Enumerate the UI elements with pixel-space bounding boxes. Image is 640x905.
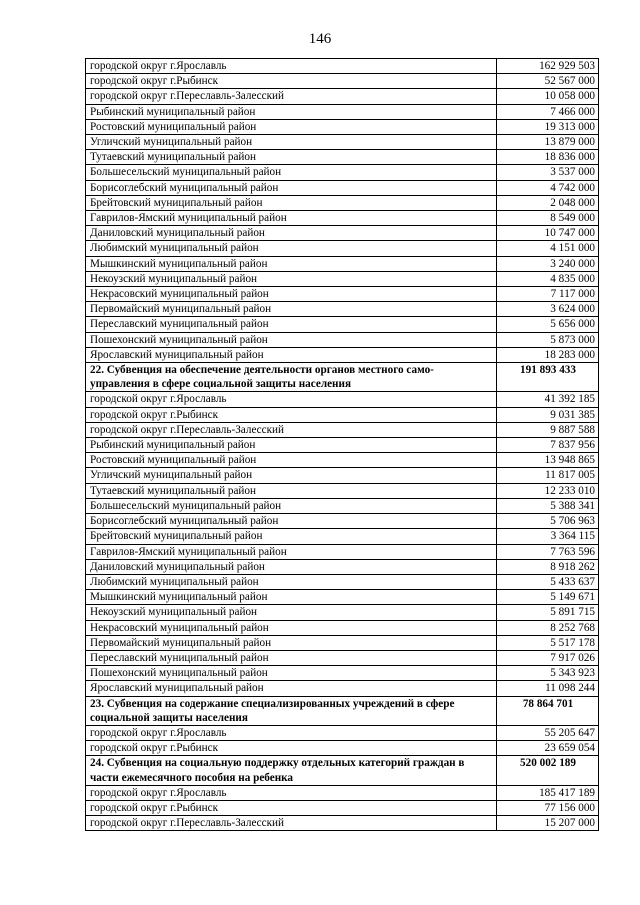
table-row <box>86 635 599 650</box>
municipality-name: Пошехонский муниципальный район <box>86 332 497 347</box>
municipality-name: Борисоглебский муниципальный район <box>86 514 497 529</box>
municipality-name: Любимский муниципальный район <box>86 574 497 589</box>
amount-value: 5 433 637 <box>497 574 599 589</box>
table-row <box>86 407 599 422</box>
municipality-name: Брейтовский муниципальный район <box>86 195 497 210</box>
municipality-name: Борисоглебский муниципальный район <box>86 180 497 195</box>
table-row <box>86 544 599 559</box>
municipality-name: Некрасовский муниципальный район <box>86 287 497 302</box>
municipality-name: Пошехонский муниципальный район <box>86 666 497 681</box>
amount-value: 8 549 000 <box>497 211 599 226</box>
table-row <box>86 620 599 635</box>
table-row <box>86 590 599 605</box>
table-row <box>86 135 599 150</box>
section-header-row <box>86 363 599 392</box>
table-row <box>86 89 599 104</box>
table-row <box>86 195 599 210</box>
table-row <box>86 725 599 740</box>
municipality-name: Переславский муниципальный район <box>86 650 497 665</box>
table-row <box>86 211 599 226</box>
amount-value: 7 466 000 <box>497 104 599 119</box>
municipality-name: Тутаевский муниципальный район <box>86 150 497 165</box>
amount-value: 23 659 054 <box>497 741 599 756</box>
municipality-name: Первомайский муниципальный район <box>86 635 497 650</box>
amount-value: 2 048 000 <box>497 195 599 210</box>
municipality-name: городской округ г.Рыбинск <box>86 800 497 815</box>
municipality-name: Некоузский муниципальный район <box>86 271 497 286</box>
amount-value: 5 343 923 <box>497 666 599 681</box>
municipality-name: городской округ г.Ярославль <box>86 725 497 740</box>
table-row <box>86 165 599 180</box>
amount-value: 3 624 000 <box>497 302 599 317</box>
municipality-name: городской округ г.Ярославль <box>86 785 497 800</box>
section-header-row <box>86 696 599 725</box>
municipality-name: Ярославский муниципальный район <box>86 347 497 362</box>
amount-value: 13 879 000 <box>497 135 599 150</box>
amount-value: 8 252 768 <box>497 620 599 635</box>
table-row <box>86 332 599 347</box>
municipality-name: городской округ г.Ярославль <box>86 392 497 407</box>
municipality-name: городской округ г.Ярославль <box>86 59 497 74</box>
municipality-name: Мышкинский муниципальный район <box>86 590 497 605</box>
table-row <box>86 422 599 437</box>
municipality-name: Некрасовский муниципальный район <box>86 620 497 635</box>
municipality-name: Некоузский муниципальный район <box>86 605 497 620</box>
table-row <box>86 226 599 241</box>
section-header-row <box>86 756 599 785</box>
amount-value: 11 817 005 <box>497 468 599 483</box>
section-title: 23. Субвенция на содержание специализированных учреждений в сфере социальной защиты населения <box>86 696 497 725</box>
municipality-name: Ростовский муниципальный район <box>86 453 497 468</box>
table-row <box>86 392 599 407</box>
municipality-name: Угличский муниципальный район <box>86 135 497 150</box>
amount-value: 5 656 000 <box>497 317 599 332</box>
page-number: 146 <box>308 31 332 47</box>
amount-value: 4 151 000 <box>497 241 599 256</box>
table-row <box>86 529 599 544</box>
table-row <box>86 741 599 756</box>
table-row <box>86 347 599 362</box>
table-row <box>86 180 599 195</box>
table-row <box>86 483 599 498</box>
municipality-name: городской округ г.Рыбинск <box>86 741 497 756</box>
amount-value: 7 117 000 <box>497 287 599 302</box>
amount-value: 18 283 000 <box>497 347 599 362</box>
amount-value: 11 098 244 <box>497 681 599 696</box>
municipality-name: Даниловский муниципальный район <box>86 559 497 574</box>
section-title: 24. Субвенция на социальную поддержку отдельных категорий граждан в части ежемесячного пособия на ребенка <box>86 756 497 785</box>
municipality-name: городской округ г.Переславль-Залесский <box>86 816 497 831</box>
amount-value: 12 233 010 <box>497 483 599 498</box>
municipality-name: Любимский муниципальный район <box>86 241 497 256</box>
municipality-name: городской округ г.Переславль-Залесский <box>86 89 497 104</box>
table-row <box>86 650 599 665</box>
amount-value: 5 706 963 <box>497 514 599 529</box>
municipality-name: Первомайский муниципальный район <box>86 302 497 317</box>
amount-value: 5 388 341 <box>497 498 599 513</box>
table-row <box>86 119 599 134</box>
municipality-name: городской округ г.Переславль-Залесский <box>86 422 497 437</box>
amount-value: 7 837 956 <box>497 438 599 453</box>
municipality-name: Угличский муниципальный район <box>86 468 497 483</box>
table-row <box>86 104 599 119</box>
amount-value: 5 149 671 <box>497 590 599 605</box>
amount-value: 185 417 189 <box>497 785 599 800</box>
amount-value: 5 873 000 <box>497 332 599 347</box>
table-row <box>86 498 599 513</box>
table-row <box>86 271 599 286</box>
section-total: 191 893 433 <box>497 363 599 392</box>
amount-value: 3 364 115 <box>497 529 599 544</box>
table-row <box>86 317 599 332</box>
municipality-name: Большесельский муниципальный район <box>86 165 497 180</box>
amount-value: 3 537 000 <box>497 165 599 180</box>
municipality-name: Мышкинский муниципальный район <box>86 256 497 271</box>
table-row <box>86 514 599 529</box>
municipality-name: Гаврилов-Ямский муниципальный район <box>86 211 497 226</box>
table-row <box>86 468 599 483</box>
amount-value: 162 929 503 <box>497 59 599 74</box>
amount-value: 9 031 385 <box>497 407 599 422</box>
amount-value: 3 240 000 <box>497 256 599 271</box>
municipality-name: городской округ г.Рыбинск <box>86 407 497 422</box>
municipality-name: Брейтовский муниципальный район <box>86 529 497 544</box>
amount-value: 10 058 000 <box>497 89 599 104</box>
municipality-name: Ростовский муниципальный район <box>86 119 497 134</box>
municipality-name: Рыбинский муниципальный район <box>86 438 497 453</box>
amount-value: 19 313 000 <box>497 119 599 134</box>
municipality-name: Даниловский муниципальный район <box>86 226 497 241</box>
municipality-name: Переславский муниципальный район <box>86 317 497 332</box>
table-row <box>86 605 599 620</box>
table-row <box>86 785 599 800</box>
table-row <box>86 256 599 271</box>
section-title: 22. Субвенция на обеспечение деятельности органов местного само-управления в сфере социальной защиты населения <box>86 363 497 392</box>
amount-value: 8 918 262 <box>497 559 599 574</box>
amount-value: 13 948 865 <box>497 453 599 468</box>
table-row <box>86 559 599 574</box>
table-row <box>86 574 599 589</box>
municipality-name: городской округ г.Рыбинск <box>86 74 497 89</box>
table-row <box>86 241 599 256</box>
municipality-name: Гаврилов-Ямский муниципальный район <box>86 544 497 559</box>
amount-value: 5 891 715 <box>497 605 599 620</box>
table-row <box>86 302 599 317</box>
table-row <box>86 287 599 302</box>
amount-value: 77 156 000 <box>497 800 599 815</box>
amount-value: 41 392 185 <box>497 392 599 407</box>
table-row <box>86 438 599 453</box>
amount-value: 7 917 026 <box>497 650 599 665</box>
amount-value: 52 567 000 <box>497 74 599 89</box>
table-row <box>86 800 599 815</box>
table-row <box>86 453 599 468</box>
municipality-name: Тутаевский муниципальный район <box>86 483 497 498</box>
amount-value: 4 742 000 <box>497 180 599 195</box>
amount-value: 55 205 647 <box>497 725 599 740</box>
amount-value: 7 763 596 <box>497 544 599 559</box>
section-total: 520 002 189 <box>497 756 599 785</box>
table-row <box>86 681 599 696</box>
table-row <box>86 59 599 74</box>
table-row <box>86 74 599 89</box>
amount-value: 4 835 000 <box>497 271 599 286</box>
table-body <box>86 59 599 831</box>
table-row <box>86 150 599 165</box>
amount-value: 15 207 000 <box>497 816 599 831</box>
section-total: 78 864 701 <box>497 696 599 725</box>
table-row <box>86 816 599 831</box>
amount-value: 10 747 000 <box>497 226 599 241</box>
amount-value: 5 517 178 <box>497 635 599 650</box>
amount-value: 18 836 000 <box>497 150 599 165</box>
subvention-table <box>85 58 599 831</box>
municipality-name: Рыбинский муниципальный район <box>86 104 497 119</box>
municipality-name: Ярославский муниципальный район <box>86 681 497 696</box>
table-row <box>86 666 599 681</box>
amount-value: 9 887 588 <box>497 422 599 437</box>
municipality-name: Большесельский муниципальный район <box>86 498 497 513</box>
